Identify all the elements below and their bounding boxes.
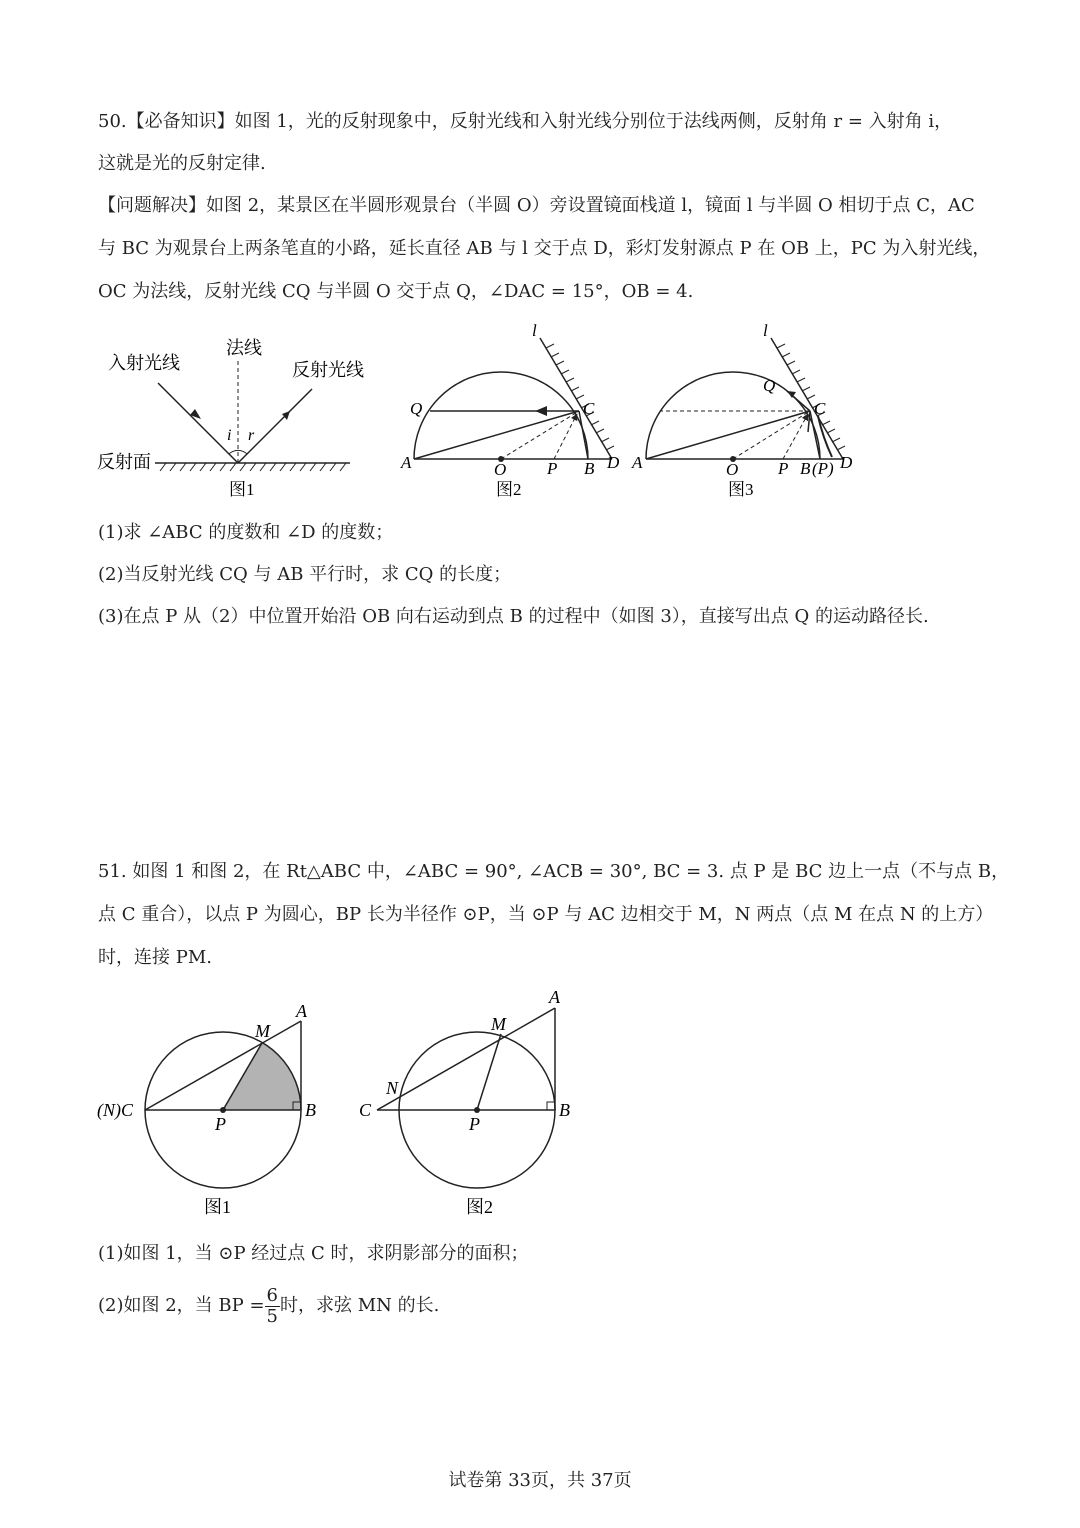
fig2-label-A: A [401,453,412,472]
fig1-normal-label: 法线 [226,338,262,358]
fig2-caption: 图2 [496,480,522,499]
q51-sub2-suffix: 时，求弦 MN 的长. [280,1295,440,1316]
q51-fig2-label-A: A [549,987,560,1007]
q51-fig2-label-C: C [359,1100,372,1120]
q50-line4: 与 BC 为观景台上两条笔直的小路，延长直径 AB 与 l 交于点 D，彩灯发射源点 P 在 OB 上，PC 为入射光线， [98,238,991,259]
q51-sub2-numerator: 6 [266,1284,278,1306]
q51-sub2 [98,1284,988,1328]
q50-figures [0,315,1080,510]
fig2-label-B: B [584,459,595,478]
fig3-label-A: A [632,453,643,472]
q50-line1: 50.【必备知识】如图 1，光的反射现象中，反射光线和入射光线分别位于法线两侧，反射角 r = 入射角 i， [98,111,953,132]
q51-fig1-caption: 图1 [204,1197,231,1217]
fig3-label-D: D [840,453,853,472]
q50-line2: 这就是光的反射定律. [98,153,266,174]
q51-fig1-label-B: B [305,1100,316,1120]
q51-sub2-prefix: (2)如图 2，当 BP = [98,1295,265,1316]
fig1-incident-label: 入射光线 [108,353,180,373]
q51-fig1 [97,1001,316,1217]
q50-line3: 【问题解决】如图 2，某景区在半圆形观景台（半圆 O）旁设置镜面栈道 l，镜面 l 与半圆 O 相切于点 C，AC [98,195,975,216]
fig3-label-P: P [778,459,789,478]
q51-fig2-label-M: M [491,1014,506,1034]
fig1-angle-i: i [227,427,232,444]
q51-fig1-label-M: M [255,1021,270,1041]
fig2-label-P: P [547,459,558,478]
fig3-semicircle-moving-p [631,321,853,499]
fig1-surface-label: 反射面 [97,452,151,472]
fig3-label-O: O [726,460,739,479]
fig3-label-Q: Q [763,376,776,395]
q51-sub1: (1)如图 1，当 ⊙P 经过点 C 时，求阴影部分的面积； [98,1243,529,1264]
q50-sub2: (2)当反射光线 CQ 与 AB 平行时，求 CQ 的长度； [98,564,512,585]
fig2-label-D: D [607,453,620,472]
q51-fig2-label-B: B [559,1100,570,1120]
fig2-label-C: C [583,399,595,418]
fig3-caption: 图3 [728,480,754,499]
q51-sub2-fraction [265,1286,280,1327]
q51-fig2 [359,987,570,1217]
fig3-label-BP: (P) [812,459,834,478]
fig1-light-reflection [97,338,364,499]
q50-sub3: (3)在点 P 从（2）中位置开始沿 OB 向右运动到点 B 的过程中（如图 3），直接写出点 Q 的运动路径长. [98,606,929,627]
q51-fig2-label-N: N [386,1078,399,1098]
q50-sub1: (1)求 ∠ABC 的度数和 ∠D 的度数； [98,522,394,543]
fig3-label-l: l [763,321,768,340]
fig1-caption: 图1 [229,480,255,499]
q51-fig2-label-P: P [469,1114,480,1134]
fig2-semicircle-mirror [400,321,620,499]
fig2-label-l: l [532,321,537,340]
q51-line2: 点 C 重合），以点 P 为圆心，BP 长为半径作 ⊙P，当 ⊙P 与 AC 边相交于 M，N 两点（点 M 在点 N 的上方） [98,904,994,925]
fig1-reflected-label: 反射光线 [292,360,364,380]
q50-line5: OC 为法线，反射光线 CQ 与半圆 O 交于点 Q，∠DAC = 15°，OB = 4. [98,281,694,302]
q51-line3: 时，连接 PM. [98,947,212,968]
fig3-label-B: B [800,459,811,478]
q51-fig1-label-P: P [215,1114,226,1134]
fig1-angle-r: r [248,427,255,444]
fig2-label-Q: Q [410,399,423,418]
q51-fig1-label-A: A [296,1001,307,1021]
q51-figures [0,985,1080,1225]
fig3-label-C: C [814,399,826,418]
q51-sub2-denominator: 5 [266,1305,278,1327]
page-footer: 试卷第 33页，共 37页 [448,1470,632,1491]
fig2-label-O: O [494,460,507,479]
q51-line1: 51. 如图 1 和图 2，在 Rt△ABC 中，∠ABC = 90°, ∠ACB = 30°, BC = 3. 点 P 是 BC 边上一点（不与点 B， [98,861,1010,882]
q51-fig2-caption: 图2 [466,1197,493,1217]
q51-fig1-label-NC: (N)C [97,1100,133,1120]
